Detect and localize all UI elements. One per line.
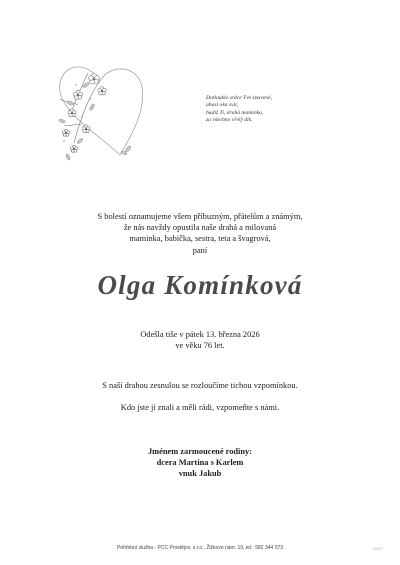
death-age-line: ve věku 76 let. (175, 341, 225, 350)
deceased-name: Olga Komínková (97, 270, 303, 300)
poem-line: budiž Ti, drahá maminko, (206, 109, 264, 116)
remembrance-text: Kdo jste ji znali a měli rádi, vzpomeňte s námi. (120, 403, 280, 412)
death-date-line: Odešla tiše v pátek 13. března 2026 (140, 330, 260, 339)
memorial-poem (206, 95, 356, 125)
poem-line: za všechno vřelý dík. (206, 117, 253, 124)
farewell-text: S naší drahou zesnulou se rozloučíme tichou vzpomínkou. (102, 381, 298, 390)
announcement-line: že nás navždy opustila naše drahá a milovaná (123, 223, 277, 233)
mourner-line: dcera Martina s Karlem (156, 458, 244, 468)
funeral-service-footer: Pohřební služba - PCC Prostějov, s.r.o., Žižkovo nám. 19, tel.: 582 344 073 (116, 545, 284, 551)
mourners-list (40, 446, 360, 480)
poem-line: uhasl oka svit, (206, 102, 239, 109)
announcement-text (40, 211, 360, 256)
mourner-line: vnuk Jakub (178, 469, 222, 479)
announcement-line: S bolestí oznamujeme všem příbuzným, přátelům a známým, (97, 212, 303, 221)
template-code: 1402/7 (372, 547, 383, 551)
poem-line: Dotlouklo srdce Tvé znavené, (206, 95, 272, 101)
floral-heart-icon (30, 55, 160, 165)
announcement-line: maminka, babička, sestra, teta a švagrová, (129, 234, 271, 244)
mourners-heading: Jménem zarmoucené rodiny: (147, 447, 253, 456)
announcement-line: paní (192, 245, 208, 255)
death-info (40, 329, 360, 351)
